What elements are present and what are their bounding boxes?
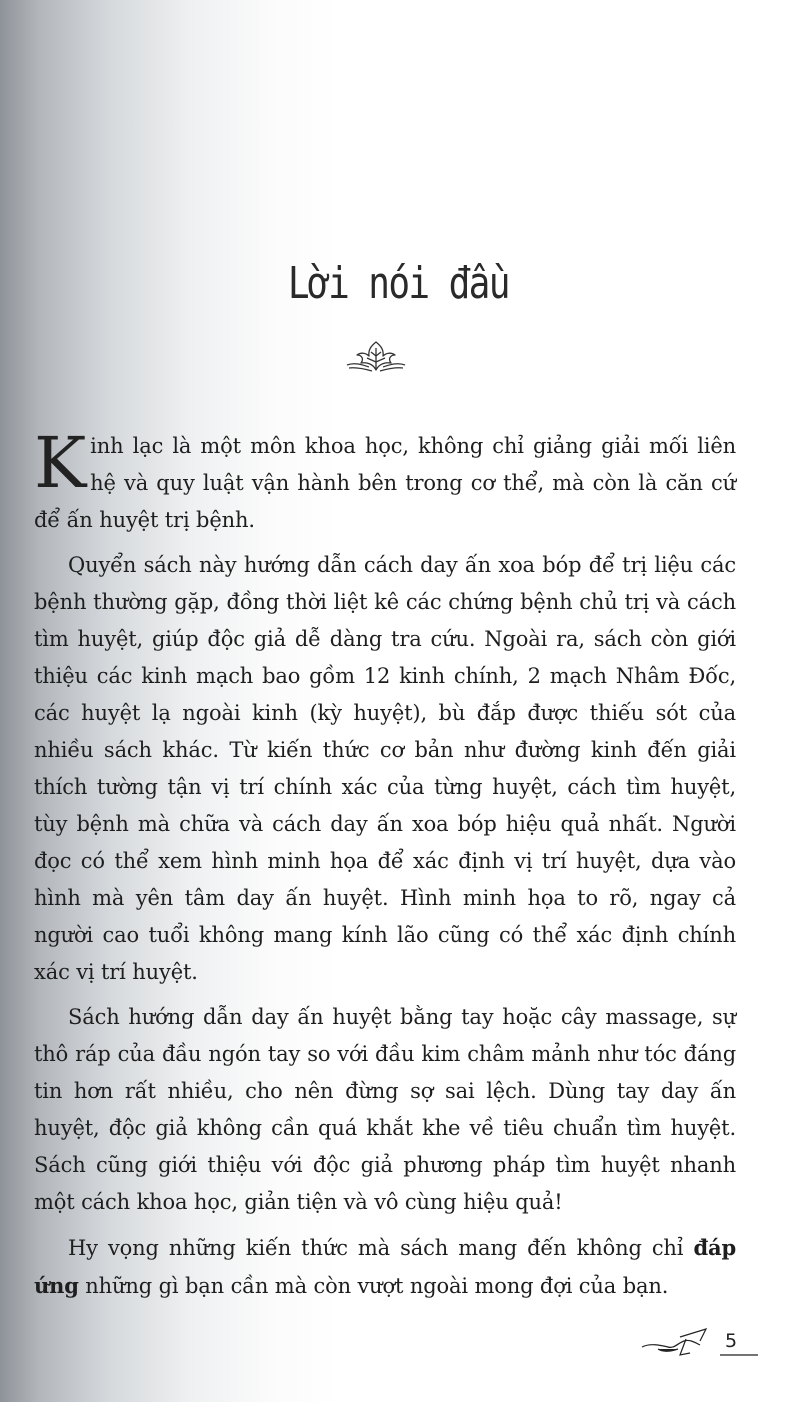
page-title: Lời nói đầu xyxy=(287,258,509,309)
paragraph-4-bold: đáp ứng xyxy=(34,1235,736,1298)
paragraph-1-text: inh lạc là một môn khoa học, không chỉ giảng giải mối liên hệ và quy luật vận hành bên trong cơ thể, mà còn là căn cứ để ấn huyệt trị bệnh. xyxy=(34,434,736,532)
paragraph-1 xyxy=(34,422,736,539)
drop-cap: K xyxy=(34,422,87,504)
paragraph-4-start: Hy vọng những kiến thức mà sách mang đến không chỉ xyxy=(68,1236,694,1260)
paragraph-4 xyxy=(34,1229,736,1305)
leaf-ornament-icon xyxy=(345,340,407,374)
preface-body xyxy=(34,422,736,1313)
paragraph-4-end: những gì bạn cần mà còn vượt ngoài mong đợi của bạn. xyxy=(78,1274,669,1298)
page-number: 5 xyxy=(725,1330,738,1352)
paragraph-2: Quyển sách này hướng dẫn cách day ấn xoa bóp để trị liệu các bệnh thường gặp, đồng thời liệt kê các chứng bệnh chủ trị và cách tìm huyệt, giúp độc giả dễ dàng tra cứu. Ngoài ra, sách còn giới thiệu các kinh mạch bao gồm 12 kinh chính, 2 mạch Nhâm Đốc, các huyệt lạ ngoài kinh (kỳ huyệt), bù đắp được thiếu sót của nhiều sách khác. Từ kiến thức cơ bản như đường kinh đến giải thích tường tận vị trí chính xác của từng huyệt, cách tìm huyệt, tùy bệnh mà chữa và cách day ấn xoa bóp hiệu quả nhất. Người đọc có thể xem hình minh họa để xác định vị trí huyệt, dựa vào hình mà yên tâm day ấn huyệt. Hình minh họa to rõ, ngay cả người cao tuổi không mang kính lão cũng có thể xác định chính xác vị trí huyệt. xyxy=(34,553,736,984)
paragraph-3: Sách hướng dẫn day ấn huyệt bằng tay hoặc cây massage, sự thô ráp của đầu ngón tay so với đầu kim châm mảnh như tóc đáng tin hơn rất nhiều, cho nên đừng sợ sai lệch. Dùng tay day ấn huyệt, độc giả không cần quá khắt khe về tiêu chuẩn tìm huyệt. Sách cũng giới thiệu với độc giả phương pháp tìm huyệt nhanh một cách khoa học, giản tiện và vô cùng hiệu quả! xyxy=(34,1005,736,1214)
footer-ornament-icon xyxy=(640,1325,760,1365)
